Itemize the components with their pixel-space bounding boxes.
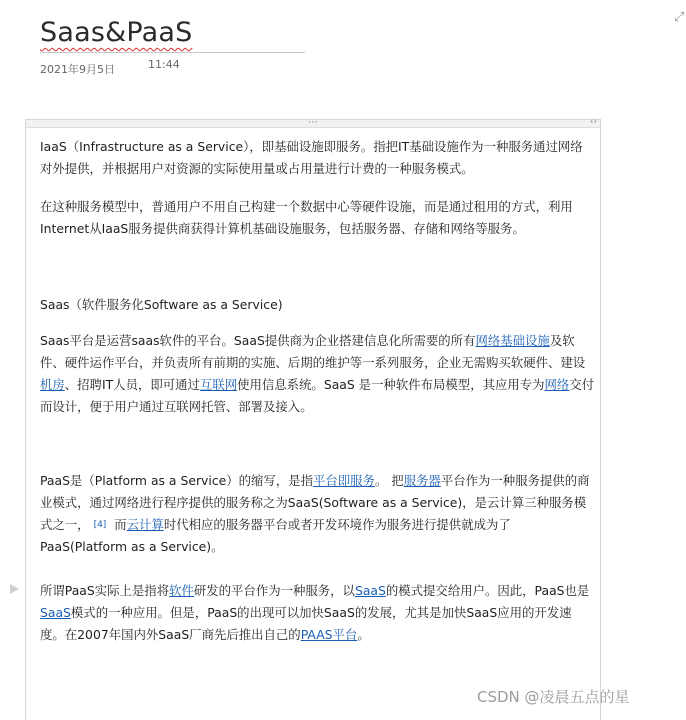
link-network[interactable]: 网络 xyxy=(544,377,570,392)
page-title[interactable]: Saas&PaaS xyxy=(40,17,193,48)
text-run: 而 xyxy=(110,517,127,532)
link-platform-as-service[interactable]: 平台即服务 xyxy=(313,473,375,488)
paragraph-iaas-model[interactable]: 在这种服务模型中，普通用户不用自己构建一个数据中心等硬件设施，而是通过租用的方式，利用 Internet从IaaS服务提供商获得计算机基础设施服务，包括服务器、存储和网络等服务。 xyxy=(40,199,573,236)
link-cloud-computing[interactable]: 云计算 xyxy=(126,517,164,532)
text-run: 平台作为一种服务提供的商业模式，通过网络进行程序提供的服务称之为SaaS(Software as a Service)，是云计算三种服务模式之一， xyxy=(40,473,590,532)
text-run: 的模式提交给用户。因此，PaaS也是 xyxy=(385,583,590,598)
paragraph-saas-platform[interactable] xyxy=(40,330,595,418)
reference-4[interactable]: [4] xyxy=(93,520,107,530)
paragraph-paas-definition[interactable] xyxy=(40,470,595,558)
link-saas-2[interactable]: SaaS xyxy=(40,605,71,620)
page-date: 2021年9月5日 xyxy=(40,63,115,76)
link-server[interactable]: 服务器 xyxy=(403,473,441,488)
text-run: PaaS是（Platform as a Service）的缩写，是指 xyxy=(40,473,313,488)
text-run: Saas平台是运营saas软件的平台。SaaS提供商为企业搭建信息化所需要的所有 xyxy=(40,333,476,348)
title-divider xyxy=(40,52,305,53)
text-run: 交付而设计，便于用户通过互联网托管、部署及接入。 xyxy=(40,377,595,414)
page-time: 11:44 xyxy=(148,58,180,71)
watermark: CSDN @凌晨五点的星 xyxy=(477,688,630,706)
paragraph-saas-heading[interactable]: Saas（软件服务化Software as a Service) xyxy=(40,297,283,312)
link-server-room[interactable]: 机房 xyxy=(40,377,65,392)
note-container[interactable] xyxy=(25,119,601,720)
paragraph-paas-explained[interactable] xyxy=(40,580,595,646)
link-network-infrastructure[interactable]: 网络基础设施 xyxy=(475,333,550,348)
note-resize-icon[interactable]: ‹› xyxy=(589,117,597,127)
text-run: 、招聘IT人员，即可通过 xyxy=(64,377,200,392)
note-move-bar[interactable] xyxy=(26,117,600,128)
text-run: 使用信息系统。SaaS 是一种软件布局模型，其应用专为 xyxy=(237,377,545,392)
text-run: 。 xyxy=(357,627,370,642)
link-paas-platform[interactable]: PAAS平台 xyxy=(300,627,358,642)
text-run: 及软件、硬件运作平台，并负责所有前期的实施、后期的维护等一系列服务，企业无需购买软硬件、建设 xyxy=(40,333,586,370)
paragraph-handle-icon[interactable] xyxy=(10,584,19,594)
paragraph-iaas-definition[interactable]: IaaS（Infrastructure as a Service），即基础设施即服务。指把IT基础设施作为一种服务通过网络对外提供，并根据用户对资源的实际使用量或占用量进行计费的一种服务模式。 xyxy=(40,139,583,176)
text-run: 所谓PaaS实际上是指将 xyxy=(40,583,170,598)
link-saas-1[interactable]: SaaS xyxy=(354,583,386,598)
link-software[interactable]: 软件 xyxy=(169,583,194,598)
text-run: 时代相应的服务器平台或者开发环境作为服务进行提供就成为了PaaS(Platform as a Service)。 xyxy=(40,517,511,554)
expand-icon[interactable]: ⤢ xyxy=(674,10,685,25)
link-internet[interactable]: 互联网 xyxy=(199,377,238,392)
text-run: 模式的一种应用。但是，PaaS的出现可以加快SaaS的发展，尤其是加快SaaS应用的开发速度。在2007年国内外SaaS厂商先后推出自己的 xyxy=(40,605,572,642)
note-handle-icon[interactable]: ⋯ xyxy=(308,117,319,128)
text-run: 研发的平台作为一种服务，以 xyxy=(193,583,355,598)
text-run: 。 把 xyxy=(374,473,404,488)
